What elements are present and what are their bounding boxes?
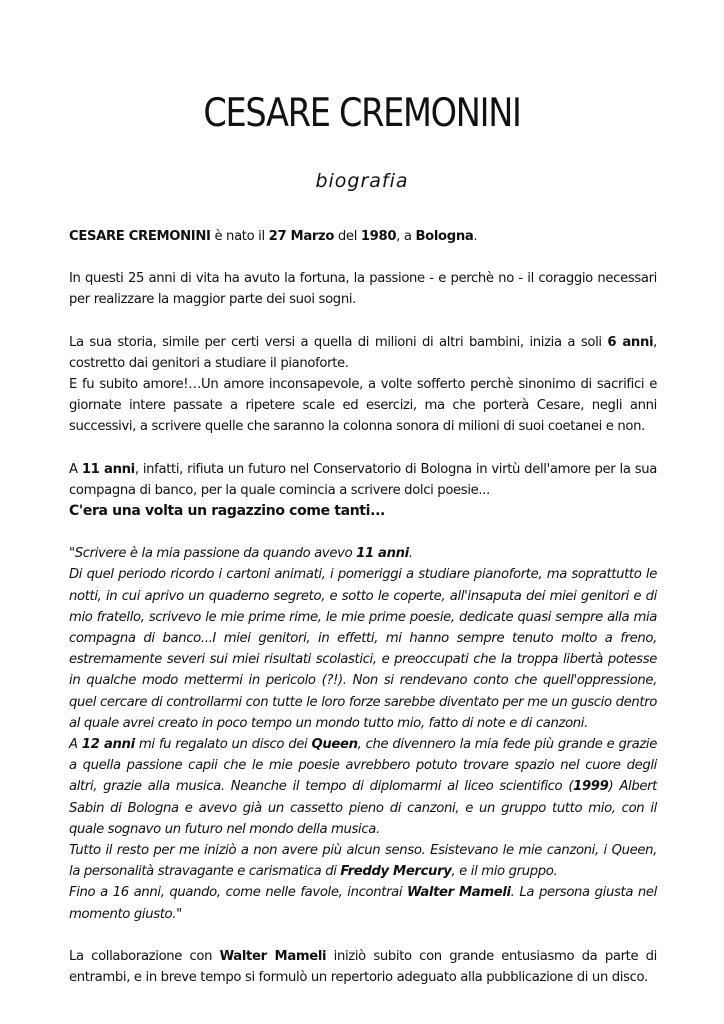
text-span: , e il mio gruppo. [451, 864, 558, 880]
age-eleven: 11 anni [81, 461, 135, 477]
text-span: "Scrivere è la mia passione da quando avevo [69, 546, 357, 562]
lead-sentence: C'era una volta un ragazzino come tanti... [69, 503, 386, 520]
page-subtitle: biografia [315, 170, 409, 192]
graduation-year: 1999 [573, 779, 609, 795]
text-span: La collaborazione con [69, 948, 220, 964]
text-span: Tutto il resto per me iniziò a non avere più alcun senso. Esistevano le mie canzoni, i Queen, la personalità stravagante e carismatica di [69, 843, 657, 880]
text-span: A [69, 461, 82, 477]
artist-name: CESARE CREMONINI [69, 229, 211, 244]
text-span: iniziò subito con grande entusiasmo da parte di entrambi, e in breve tempo si formulò un repertorio adeguato alla pubblicazione di un disco. [69, 948, 657, 986]
text-span: del [334, 229, 361, 244]
band-name: Queen [311, 737, 358, 753]
text-span: , infatti, rifiuta un futuro nel Conservatorio di Bologna in virtù dell'amore per la sua compagna di banco, per la quale comincia a scrivere dolci poesie... [69, 461, 658, 498]
paragraph-intro [69, 226, 657, 247]
text-span: Fino a 16 anni, quando, come nelle favole, incontrai [69, 885, 408, 901]
text-span: , a [396, 229, 416, 244]
quote-paragraph [69, 734, 657, 840]
age-six: 6 anni [607, 334, 654, 350]
producer-name: Walter Mameli [219, 948, 327, 964]
paragraph-collaboration [69, 946, 657, 988]
biography-body [69, 226, 657, 1009]
text-span: , costretto dai genitori a studiare il pianoforte. [69, 334, 657, 371]
freddy-name: Freddy Mercury [340, 864, 452, 880]
paragraph-conservatory [69, 459, 657, 523]
paragraph-dreams: In questi 25 anni di vita ha avuto la fortuna, la passione - e perchè no - il coraggio necessari per realizzare la maggior parte dei suoi sogni. [69, 271, 657, 308]
producer-name: Walter Mameli [407, 885, 511, 901]
quote-paragraph [69, 840, 657, 882]
text-span: A [69, 737, 82, 753]
page-title: CESARE CREMONINI [203, 91, 521, 136]
birth-date: 27 Marzo [268, 229, 335, 244]
text-span: è nato il [210, 229, 269, 244]
quote-paragraph: Di quel periodo ricordo i cartoni animati, i pomeriggi a studiare pianoforte, ma soprattutto le notti, in cui aprivo un quaderno segreto, e sotto le coperte, all'insaputa dei miei genitori e di mio fratello, scrivevo le mie prime rime, le mie prime poesie, dedicate quasi sempre alla mia compagna di banco...I miei genitori, in effetti, mi hanno sempre tenuto molto a freno, estremamente severi sui miei risultati scolastici, e preoccupati che la troppa libertà potesse in qualche modo mettermi in pericolo (?!). Non si rendevano conto che quell'oppressione, quel cercare di controllarmi con tutte le loro forze sarebbe diventato per me un guscio dentro al quale avrei creato in poco tempo un mondo tutto mio, fatto di note e di canzoni. [69, 567, 657, 731]
text-span: La sua storia, simile per certi versi a quella di milioni di altri bambini, inizia a soli [69, 334, 608, 350]
birth-city: Bologna [415, 229, 474, 244]
text-span: mi fu regalato un disco dei [134, 737, 312, 753]
quote-line [69, 543, 657, 564]
birth-year: 1980 [360, 229, 397, 244]
text-span: E fu subito amore!…Un amore inconsapevole, a volte sofferto perchè sinonimo di sacrifici e giornate intere passate a ripetere scale ed esercizi, ma che porterà Cesare, negli anni successivi, a scrivere quelle che saranno la colonna sonora di milioni di suoi coetanei e non. [69, 377, 657, 435]
quote-age-eleven: 11 anni [356, 546, 409, 562]
text-span: . [473, 229, 478, 244]
quote-age-twelve: 12 anni [81, 737, 135, 753]
text-span: . [408, 546, 413, 562]
artist-quote [69, 543, 657, 925]
text-span: ) Albert Sabin di Bologna e avevo già un cassetto pieno di canzoni, e un gruppo tutto mio, con il quale sognavo un futuro nel mondo della musica. [69, 779, 657, 837]
paragraph-childhood [69, 332, 657, 438]
text-span: , che divennero la mia fede più grande e grazie a quella passione capii che le mie poesie avrebbero potuto trovare spazio nel cuore degli altri, grazie alla musica. Neanche il tempo di diplomarmi al liceo scientifico ( [69, 737, 657, 795]
text-span: . La persona giusta nel momento giusto." [69, 885, 657, 922]
quote-paragraph [69, 882, 657, 924]
